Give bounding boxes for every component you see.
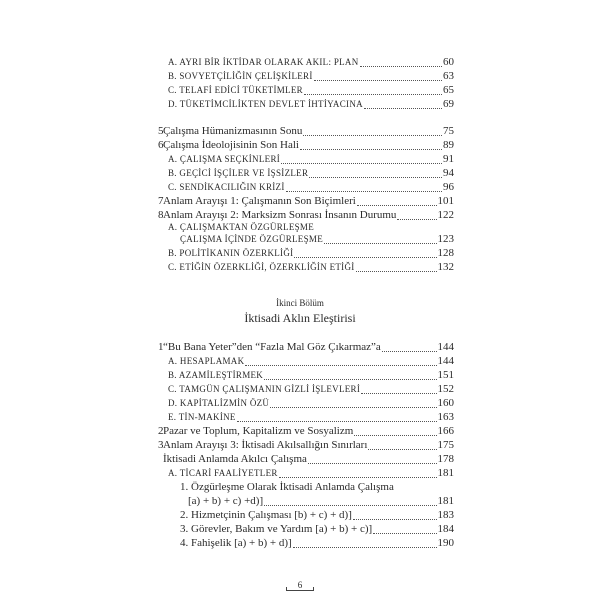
chapter-number: 5 (158, 125, 164, 137)
leader-dots (264, 505, 436, 506)
entry-title: A. AYRI BİR İKTİDAR OLARAK AKIL: PLAN (168, 57, 359, 67)
entry-page-number: 65 (443, 84, 454, 96)
leader-dots (264, 379, 436, 380)
leader-dots (357, 205, 437, 206)
entry-title: D. TÜKETİMCİLİKTEN DEVLET İHTİYACINA (168, 99, 363, 109)
entry-page-number: 101 (437, 195, 454, 207)
leader-dots (364, 108, 442, 109)
entry-page-number: 166 (437, 425, 454, 437)
leader-dots (303, 135, 442, 136)
entry-page-number: 184 (437, 523, 454, 535)
leader-dots (314, 80, 442, 81)
entry-title: Anlam Arayışı 3: İktisadi Akılsallığın Sınırları (163, 439, 368, 451)
toc-entry (180, 232, 454, 246)
toc-entry (180, 536, 454, 550)
toc-entry (168, 466, 454, 480)
leader-dots (304, 94, 442, 95)
entry-title: Anlam Arayışı 1: Çalışmanın Son Biçimleri (163, 195, 356, 207)
toc-entry (158, 124, 454, 138)
entry-title: A. HESAPLAMAK (168, 356, 245, 366)
leader-dots (294, 257, 436, 258)
entry-page-number: 69 (443, 98, 454, 110)
chapter-number: 2 (158, 425, 164, 437)
chapter-number: 8 (158, 209, 164, 221)
toc-entry (180, 522, 454, 536)
leader-dots (382, 351, 437, 352)
toc-entry (168, 166, 454, 180)
entry-page-number: 75 (443, 125, 454, 137)
leader-dots (373, 533, 436, 534)
entry-page-number: 160 (437, 397, 454, 409)
toc-entry (168, 55, 454, 69)
page-number: 6 (286, 580, 314, 591)
chapter-number: 7 (158, 195, 164, 207)
toc-entry (163, 452, 454, 466)
toc-entry (158, 424, 454, 438)
entry-title: 3. Görevler, Bakım ve Yardım [a) + b) + c)] (180, 523, 373, 535)
entry-title: B. GEÇİCİ İŞÇİLER VE İŞSİZLER (168, 168, 309, 178)
entry-title: A. ÇALIŞMA SEÇKİNLERİ (168, 154, 281, 164)
entry-title: C. ETİĞİN ÖZERKLİĞİ, ÖZERKLİĞİN ETİĞİ (168, 262, 355, 272)
section-title: İktisadi Aklın Eleştirisi (244, 311, 356, 325)
toc-entry (158, 438, 454, 452)
entry-title: B. POLİTİKANIN ÖZERKLİĞİ (168, 248, 294, 258)
toc-entry (168, 368, 454, 382)
leader-dots (300, 149, 442, 150)
entry-page-number: 178 (437, 453, 454, 465)
leader-dots (309, 177, 442, 178)
leader-dots (360, 66, 442, 67)
entry-page-number: 63 (443, 70, 454, 82)
toc-entry (168, 382, 454, 396)
entry-title: “Bu Bana Yeter”den “Fazla Mal Göz Çıkarmaz”a (163, 341, 381, 353)
toc-entry (188, 494, 454, 508)
chapter-number: 6 (158, 139, 164, 151)
entry-page-number: 132 (437, 261, 454, 273)
leader-dots (308, 463, 437, 464)
leader-dots (354, 435, 436, 436)
entry-title: C. TAMGÜN ÇALIŞMANIN GİZLİ İŞLEVLERİ (168, 384, 361, 394)
entry-title: A. ÇALIŞMAKTAN ÖZGÜRLEŞME (168, 222, 315, 232)
entry-title: Pazar ve Toplum, Kapitalizm ve Sosyalizm (163, 425, 354, 437)
toc-entry (180, 480, 454, 494)
entry-title: A. TİCARİ FAALİYETLER (168, 468, 278, 478)
entry-page-number: 151 (437, 369, 454, 381)
toc-entry (168, 396, 454, 410)
entry-page-number: 175 (437, 439, 454, 451)
entry-page-number: 128 (437, 247, 454, 259)
toc-entry (168, 246, 454, 260)
leader-dots (324, 243, 436, 244)
entry-page-number: 181 (437, 467, 454, 479)
leader-dots (237, 421, 437, 422)
entry-title: [a) + b) + c) +d)] (188, 495, 264, 507)
entry-title: E. TİN-MAKİNE (168, 412, 236, 422)
toc-entry (168, 83, 454, 97)
toc-entry (158, 194, 454, 208)
entry-title: C. SENDİKACILIĞIN KRİZİ (168, 182, 285, 192)
chapter-number: 1 (158, 341, 164, 353)
entry-page-number: 190 (437, 537, 454, 549)
toc-entry (168, 180, 454, 194)
entry-page-number: 183 (437, 509, 454, 521)
leader-dots (279, 477, 437, 478)
leader-dots (353, 519, 437, 520)
leader-dots (356, 271, 437, 272)
leader-dots (361, 393, 436, 394)
entry-title: ÇALIŞMA İÇİNDE ÖZGÜRLEŞME (180, 234, 324, 244)
entry-title: Çalışma Hümanizmasının Sonu (163, 125, 303, 137)
toc-entry (168, 354, 454, 368)
entry-title: D. KAPİTALİZMİN ÖZÜ (168, 398, 270, 408)
toc-entry (180, 508, 454, 522)
toc-entry (158, 340, 454, 354)
toc-entry (168, 260, 454, 274)
leader-dots (286, 191, 442, 192)
entry-page-number: 96 (443, 181, 454, 193)
entry-page-number: 181 (437, 495, 454, 507)
leader-dots (245, 365, 436, 366)
toc-entry (158, 138, 454, 152)
section-label: İkinci Bölüm (276, 298, 324, 308)
entry-title: 1. Özgürleşme Olarak İktisadi Anlamda Çalışma (180, 481, 394, 493)
entry-page-number: 144 (437, 355, 454, 367)
leader-dots (281, 163, 442, 164)
toc-entry (168, 69, 454, 83)
toc-entry (168, 97, 454, 111)
entry-page-number: 123 (437, 233, 454, 245)
leader-dots (270, 407, 436, 408)
entry-page-number: 144 (437, 341, 454, 353)
entry-page-number: 163 (437, 411, 454, 423)
entry-page-number: 89 (443, 139, 454, 151)
entry-title: Anlam Arayışı 2: Marksizm Sonrası İnsanın Durumu (163, 209, 397, 221)
toc-entry (168, 152, 454, 166)
entry-page-number: 152 (437, 383, 454, 395)
entry-page-number: 94 (443, 167, 454, 179)
leader-dots (293, 547, 437, 548)
toc-entry (168, 410, 454, 424)
entry-page-number: 91 (443, 153, 454, 165)
chapter-number: 3 (158, 439, 164, 451)
entry-page-number: 60 (443, 56, 454, 68)
entry-title: Çalışma İdeolojisinin Son Hali (163, 139, 299, 151)
entry-title: İktisadi Anlamda Akılcı Çalışma (163, 453, 307, 465)
entry-title: B. SOVYETÇİLİĞİN ÇELİŞKİLERİ (168, 71, 313, 81)
entry-title: 4. Fahişelik [a) + b) + d)] (180, 537, 292, 549)
entry-title: 2. Hizmetçinin Çalışması [b) + c) + d)] (180, 509, 352, 521)
leader-dots (368, 449, 436, 450)
entry-title: C. TELAFİ EDİCİ TÜKETİMLER (168, 85, 303, 95)
entry-title: B. AZAMİLEŞTİRMEK (168, 370, 264, 380)
entry-page-number: 122 (437, 209, 454, 221)
